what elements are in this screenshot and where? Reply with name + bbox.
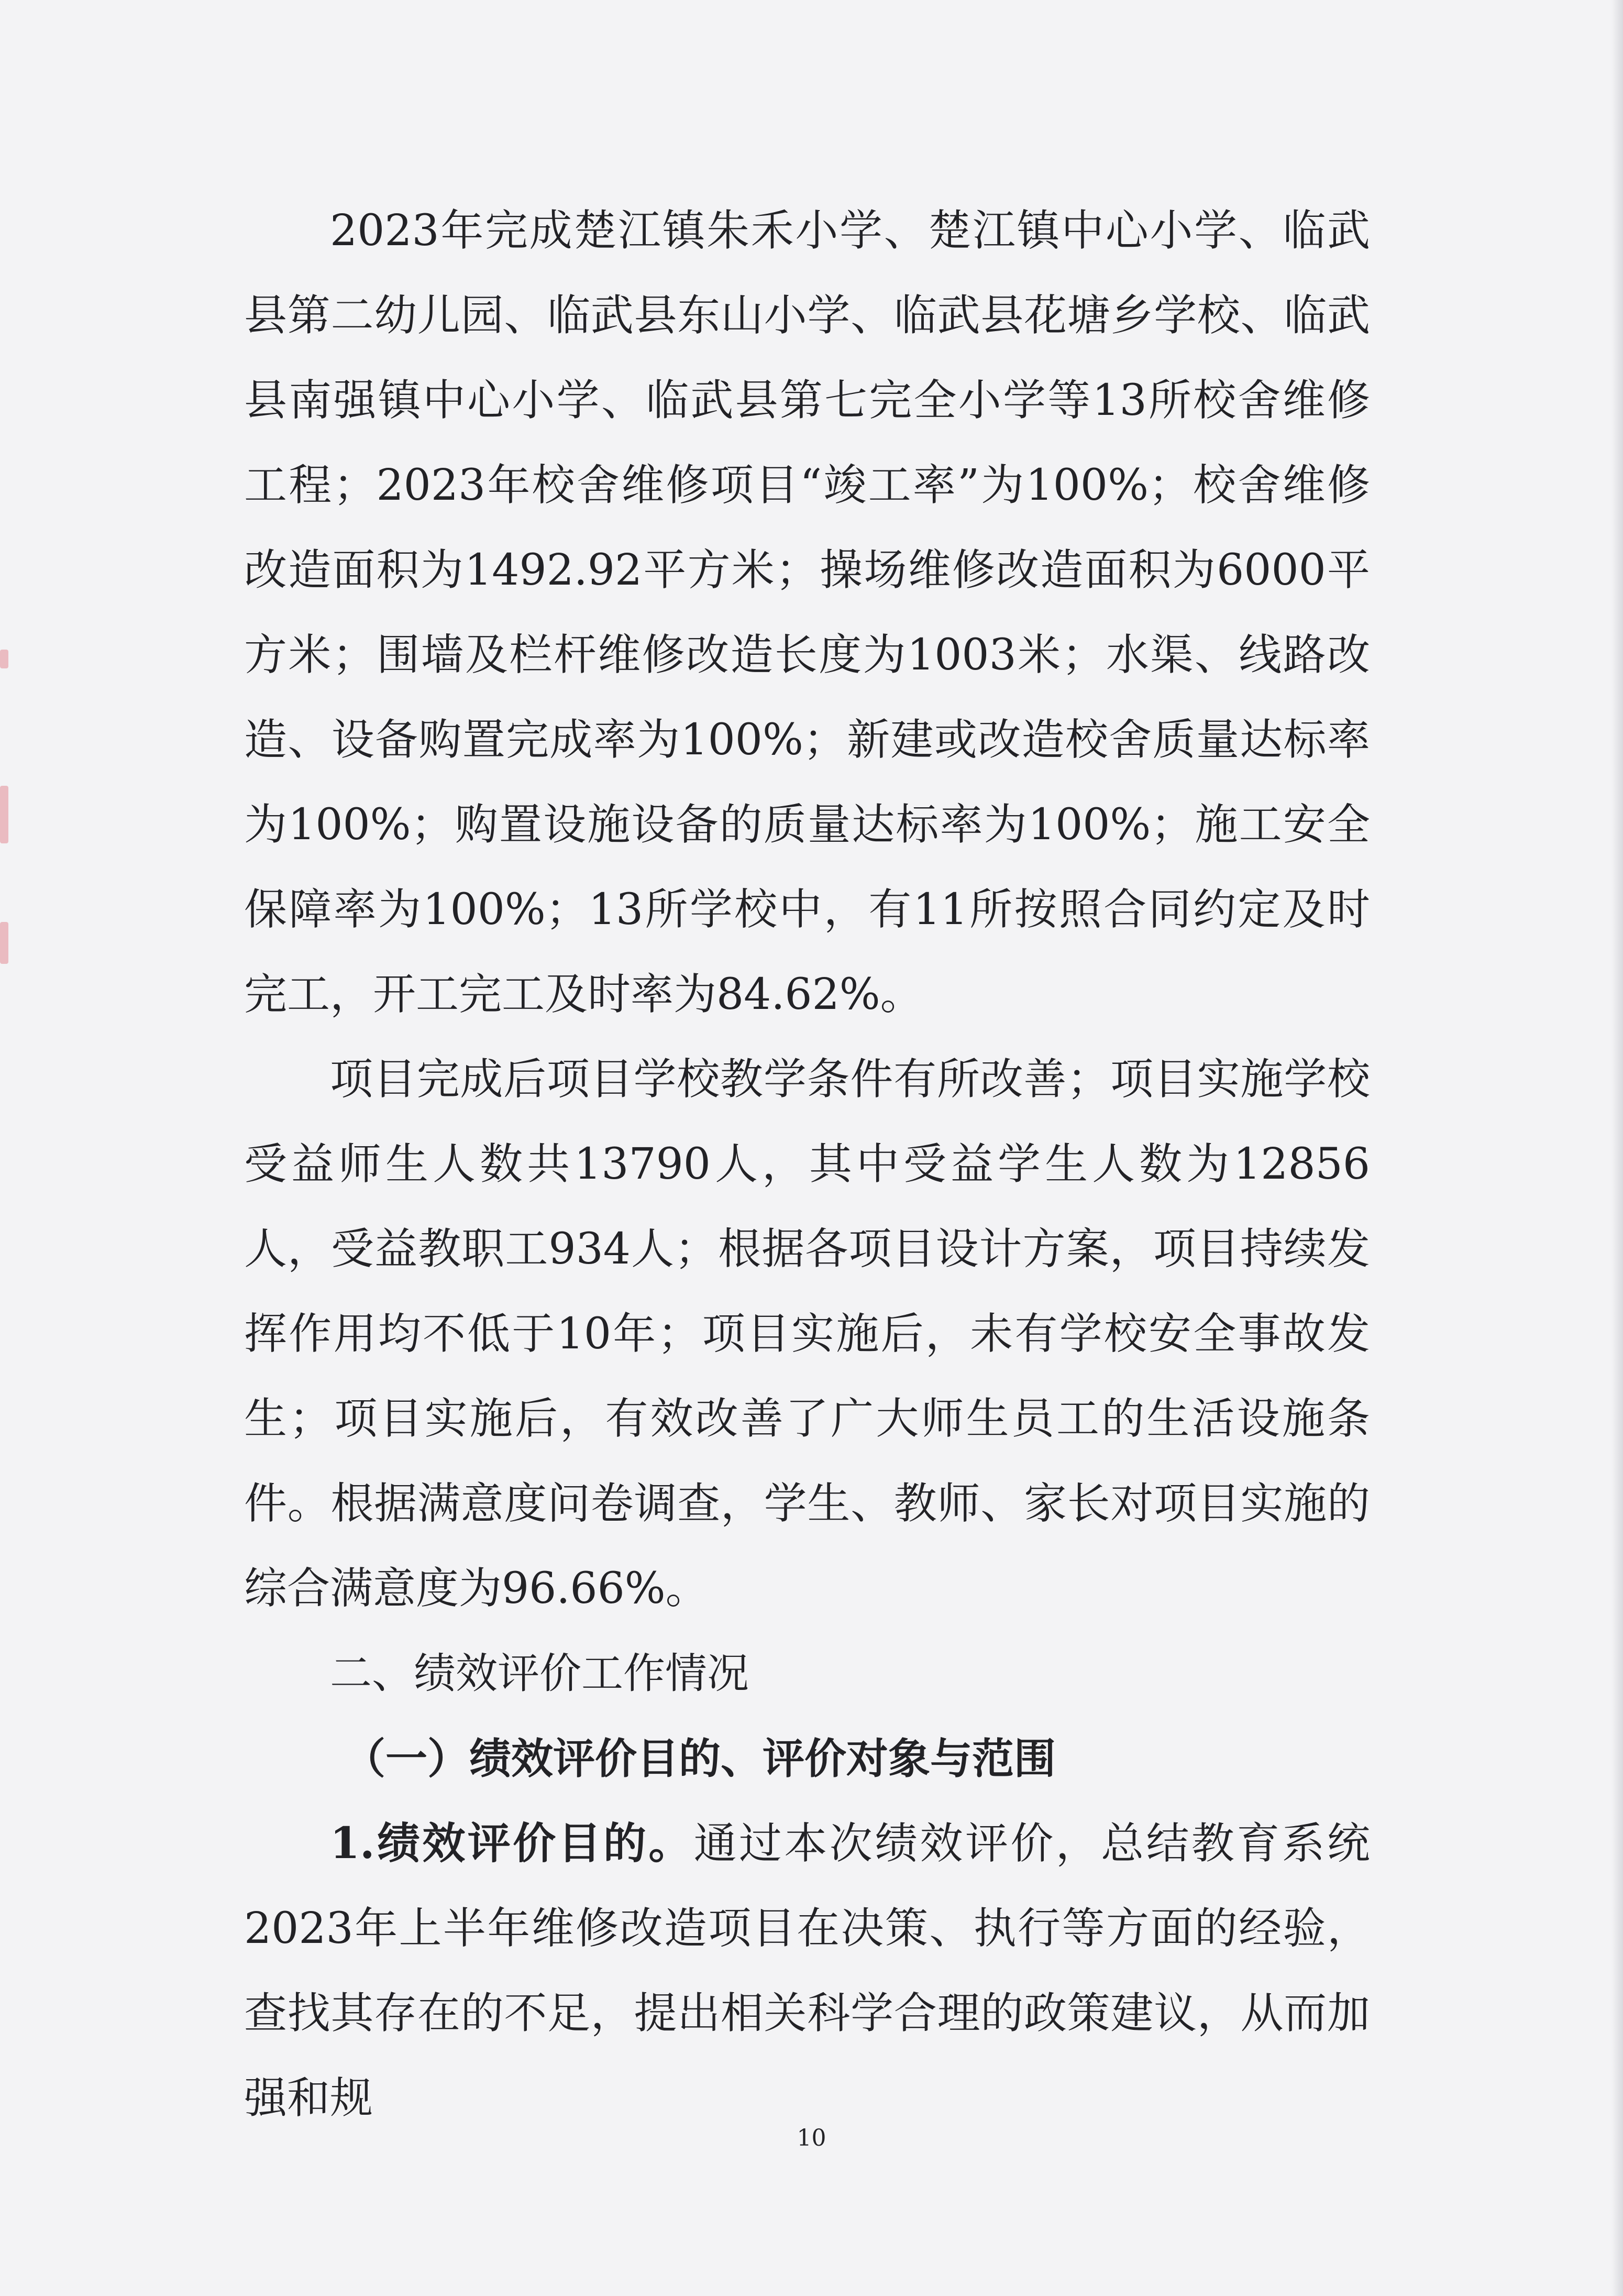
paragraph-lead: 1.绩效评价目的。 [330, 1818, 694, 1869]
seal-edge-mark [0, 922, 8, 964]
paragraph-completion-summary: 2023年完成楚江镇朱禾小学、楚江镇中心小学、临武县第二幼儿园、临武县东山小学、临武县花塘乡学校、临武县南强镇中心小学、临武县第七完全小学等13所校舍维修工程；2023年校舍维修项目“竣工率”为100%；校舍维修改造面积为1492.92平方米；操场维修改造面积为6000平方米；围墙及栏杆维修改造长度为1003米；水渠、线路改造、设备购置完成率为100%；新建或改造校舍质量达标率为100%；购置设施设备的质量达标率为100%；施工安全保障率为100%；13所学校中，有11所按照合同约定及时完工，开工完工及时率为84.62%。 [244, 206, 1370, 1019]
section-heading: 二、绩效评价工作情况 [330, 1649, 749, 1698]
subsection-heading: （一）绩效评价目的、评价对象与范围 [344, 1734, 1056, 1783]
seal-edge-mark [0, 650, 8, 668]
body-text [244, 189, 1370, 2141]
paragraph-body: 通过本次绩效评价，总结教育系统2023年上半年维修改造项目在决策、执行等方面的经验，查找其存在的不足，提出相关科学合理的政策建议，从而加强和规 [244, 1819, 1370, 2123]
paragraph-evaluation-purpose [244, 1801, 1370, 2141]
paragraph-project-benefits: 项目完成后项目学校教学条件有所改善；项目实施学校受益师生人数共13790人，其中受益学生人数为12856人，受益教职工934人；根据各项目设计方案，项目持续发挥作用均不低于10年；项目实施后，未有学校安全事故发生；项目实施后，有效改善了广大师生员工的生活设施条件。根据满意度问卷调查，学生、教师、家长对项目实施的综合满意度为96.66%。 [244, 1054, 1370, 1613]
seal-edge-mark [0, 786, 8, 843]
scan-edge-shadow [1611, 0, 1623, 2296]
page-number: 10 [797, 2125, 826, 2151]
